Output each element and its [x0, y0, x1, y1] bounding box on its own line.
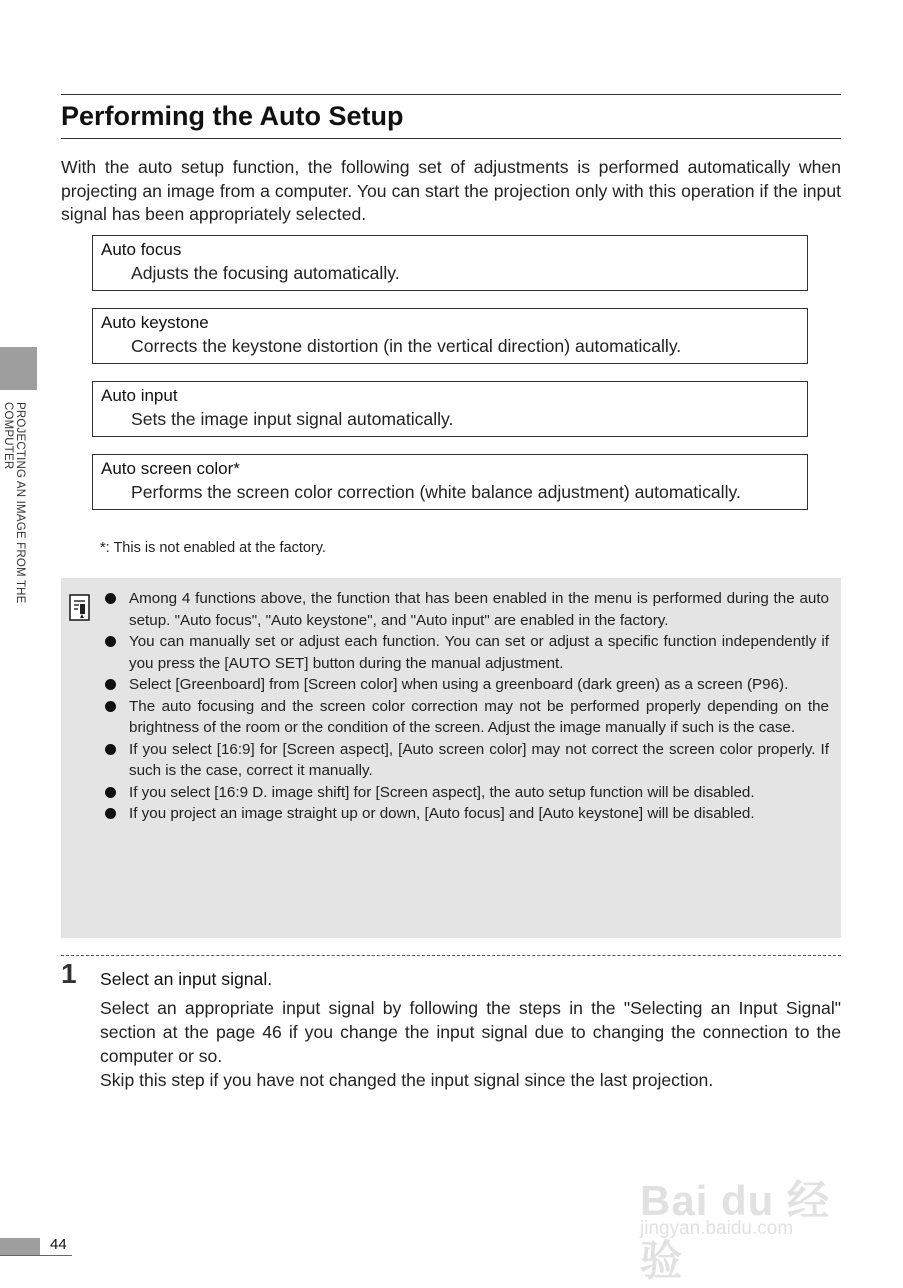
intro-paragraph: With the auto setup function, the following set of adjustments is performed automatically when projecting an image from a computer. You can start the projection only with this operation if the input signal has been appropriately selected. [61, 157, 841, 224]
function-name: Auto keystone [101, 313, 209, 332]
page-tab [0, 1238, 40, 1256]
note-item: If you select [16:9] for [Screen aspect], [Auto screen color] may not correct the screen color properly. If such is the case, correct it manually. [105, 739, 829, 782]
step-heading: Select an input signal. [100, 969, 273, 989]
bullet-icon [105, 787, 116, 798]
note-item: If you select [16:9 D. image shift] for [Screen aspect], the auto setup function will be disabled. [105, 782, 829, 804]
chapter-tab [0, 347, 37, 390]
note-item: Among 4 functions above, the function that has been enabled in the menu is performed during the auto setup. "Auto focus", "Auto keystone", and "Auto input" are enabled in the factory. [105, 588, 829, 631]
function-description: Adjusts the focusing automatically. [131, 263, 400, 283]
memo-icon [68, 592, 92, 624]
baidu-watermark [640, 1140, 850, 1284]
footnote: *: This is not enabled at the factory. [100, 540, 326, 556]
function-description: Sets the image input signal automatically. [131, 409, 454, 429]
note-item: If you project an image straight up or down, [Auto focus] and [Auto keystone] will be disabled. [105, 803, 829, 825]
note-box [61, 578, 841, 938]
note-item: The auto focusing and the screen color correction may not be performed properly depending on the brightness of the room or the condition of the screen. Adjust the image manually if such is the case. [105, 696, 829, 739]
page-number: 44 [50, 1236, 67, 1253]
bullet-icon [105, 701, 116, 712]
step-paragraph: Skip this step if you have not changed the input signal since the last projection. [100, 1070, 714, 1090]
step-body [100, 996, 841, 1092]
step-paragraph: Select an appropriate input signal by following the steps in the "Selecting an Input Signal" section at the page 46 if you change the input signal due to changing the connection to the computer or so. [100, 998, 841, 1066]
function-box-auto-focus [92, 235, 808, 291]
step-number: 1 [61, 958, 77, 989]
note-item: You can manually set or adjust each function. You can set or adjust a specific function independently if you press the [AUTO SET] button during the manual adjustment. [105, 631, 829, 674]
chapter-side-label: PROJECTING AN IMAGE FROM THE COMPUTER [2, 402, 26, 604]
function-box-auto-screen-color [92, 454, 808, 510]
bullet-icon [105, 636, 116, 647]
bullet-icon [105, 593, 116, 604]
top-rule [61, 94, 841, 95]
section-divider [61, 955, 841, 956]
function-name: Auto screen color* [101, 459, 240, 478]
note-item: Select [Greenboard] from [Screen color] when using a greenboard (dark green) as a screen (P96). [105, 674, 829, 696]
bullet-icon [105, 679, 116, 690]
watermark-sub-text: jingyan.baidu.com [640, 1218, 794, 1239]
function-description: Performs the screen color correction (white balance adjustment) automatically. [131, 482, 741, 502]
function-name: Auto input [101, 386, 178, 405]
page-title: Performing the Auto Setup [61, 101, 841, 139]
function-box-auto-keystone [92, 308, 808, 364]
page-footer-rule [0, 1255, 72, 1256]
bullet-icon [105, 744, 116, 755]
function-name: Auto focus [101, 240, 182, 259]
function-description: Corrects the keystone distortion (in the vertical direction) automatically. [131, 336, 682, 356]
bullet-icon [105, 808, 116, 819]
note-list [105, 588, 829, 825]
function-box-auto-input [92, 381, 808, 437]
watermark-main-text: Bai du 经验 [640, 1177, 831, 1284]
